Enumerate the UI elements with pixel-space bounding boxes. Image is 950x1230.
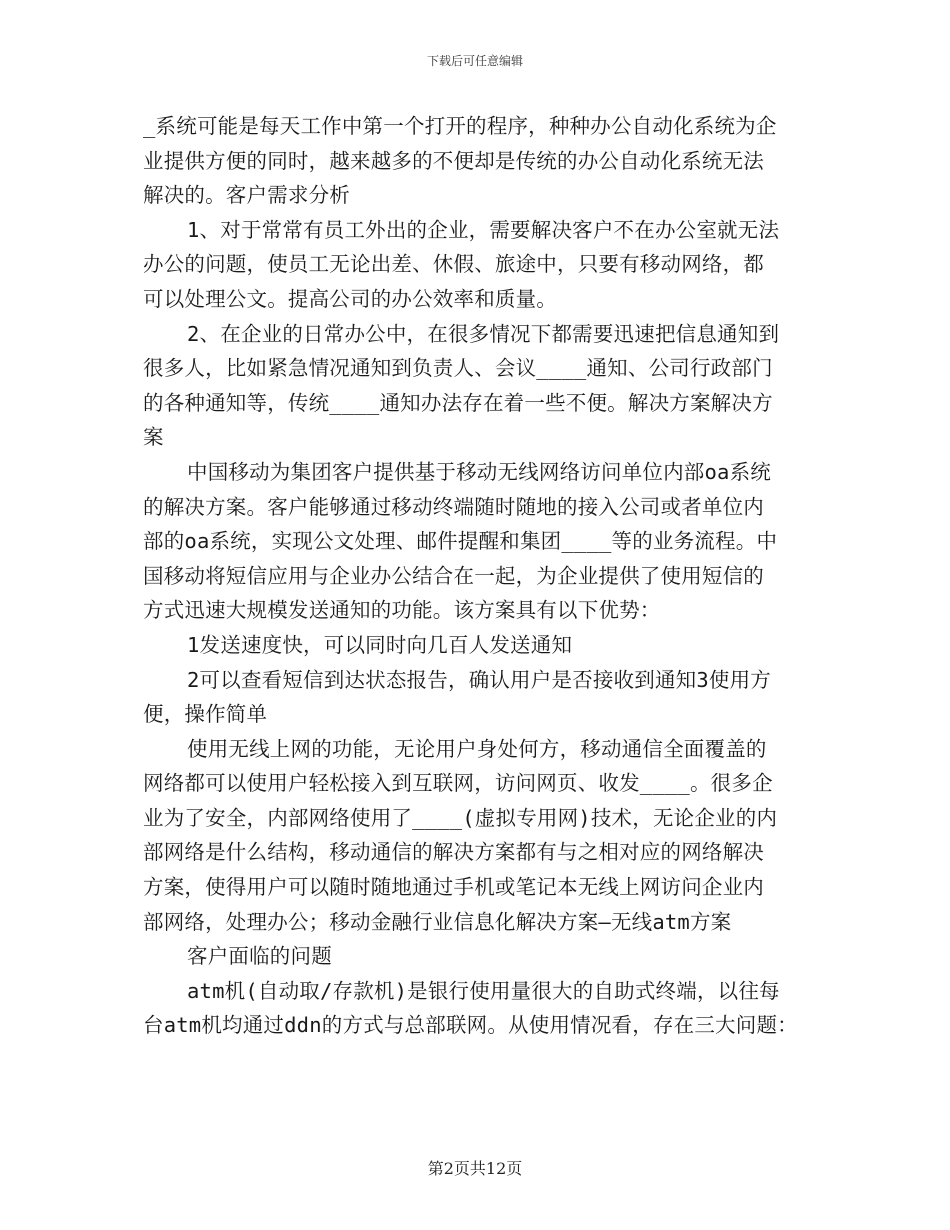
page-header: 下载后可任意编辑 [426, 54, 523, 68]
text-line: 便，操作简单 [143, 702, 268, 727]
text-line: 业为了安全，内部网络使用了____(虚拟专用网)技术，无论企业的内 [143, 805, 778, 830]
text-line: 业提供方便的同时，越来越多的不便却是传统的办公自动化系统无法 [143, 148, 764, 173]
text-line: _系统可能是每天工作中第一个打开的程序，种种办公自动化系统为企 [143, 114, 777, 138]
text-line: 的解决方案。客户能够通过移动终端随时随地的接入公司或者单位内 [143, 494, 764, 519]
text-line: 1、对于常常有员工外出的企业，需要解决客户不在办公室就无法 [187, 217, 780, 242]
text-line: 解决的。客户需求分析 [143, 183, 350, 208]
text-line: 使用无线上网的功能，无论用户身处何方，移动通信全面覆盖的 [187, 736, 767, 761]
text-line: 方案，使得用户可以随时随地通过手机或笔记本无线上网访问企业内 [143, 875, 764, 900]
text-line: 部网络，处理办公；移动金融行业信息化解决方案—无线atm方案 [143, 909, 732, 934]
text-line: 可以处理公文。提高公司的办公效率和质量。 [143, 286, 557, 311]
text-line: 中国移动为集团客户提供基于移动无线网络访问单位内部oa系统 [187, 459, 771, 484]
page-number: 第2页共12页 [427, 1159, 523, 1178]
text-line: 部的oa系统，实现公文处理、邮件提醒和集团____等的业务流程。中 [143, 529, 778, 554]
text-line: 1发送速度快，可以同时向几百人发送通知 [187, 632, 573, 657]
document-body [143, 109, 827, 1043]
text-line: 客户面临的问题 [187, 944, 332, 969]
text-line: atm机(自动取/存款机)是银行使用量很大的自助式终端，以往每 [187, 978, 780, 1003]
text-line: 部网络是什么结构，移动通信的解决方案都有与之相对应的网络解决 [143, 840, 764, 865]
text-line: 国移动将短信应用与企业办公结合在一起，为企业提供了使用短信的 [143, 563, 764, 588]
text-line: 2、在企业的日常办公中，在很多情况下都需要迅速把信息通知到 [187, 321, 780, 346]
text-line: 台atm机均通过ddn的方式与总部联网。从使用情况看，存在三大问题： [143, 1013, 798, 1038]
text-line: 2可以查看短信到达状态报告，确认用户是否接收到通知3使用方 [187, 667, 771, 692]
text-line: 办公的问题，使员工无论出差、休假、旅途中，只要有移动网络，都 [143, 252, 764, 277]
text-line: 案 [143, 425, 164, 450]
text-line: 方式迅速大规模发送通知的功能。该方案具有以下优势： [143, 598, 661, 623]
text-line: 的各种通知等，传统____通知办法存在着一些不便。解决方案解决方 [143, 390, 773, 415]
text-line: 很多人，比如紧急情况通知到负责人、会议____通知、公司行政部门 [143, 356, 773, 381]
text-line: 网络都可以使用户轻松接入到互联网，访问网页、收发____。很多企 [143, 771, 773, 796]
